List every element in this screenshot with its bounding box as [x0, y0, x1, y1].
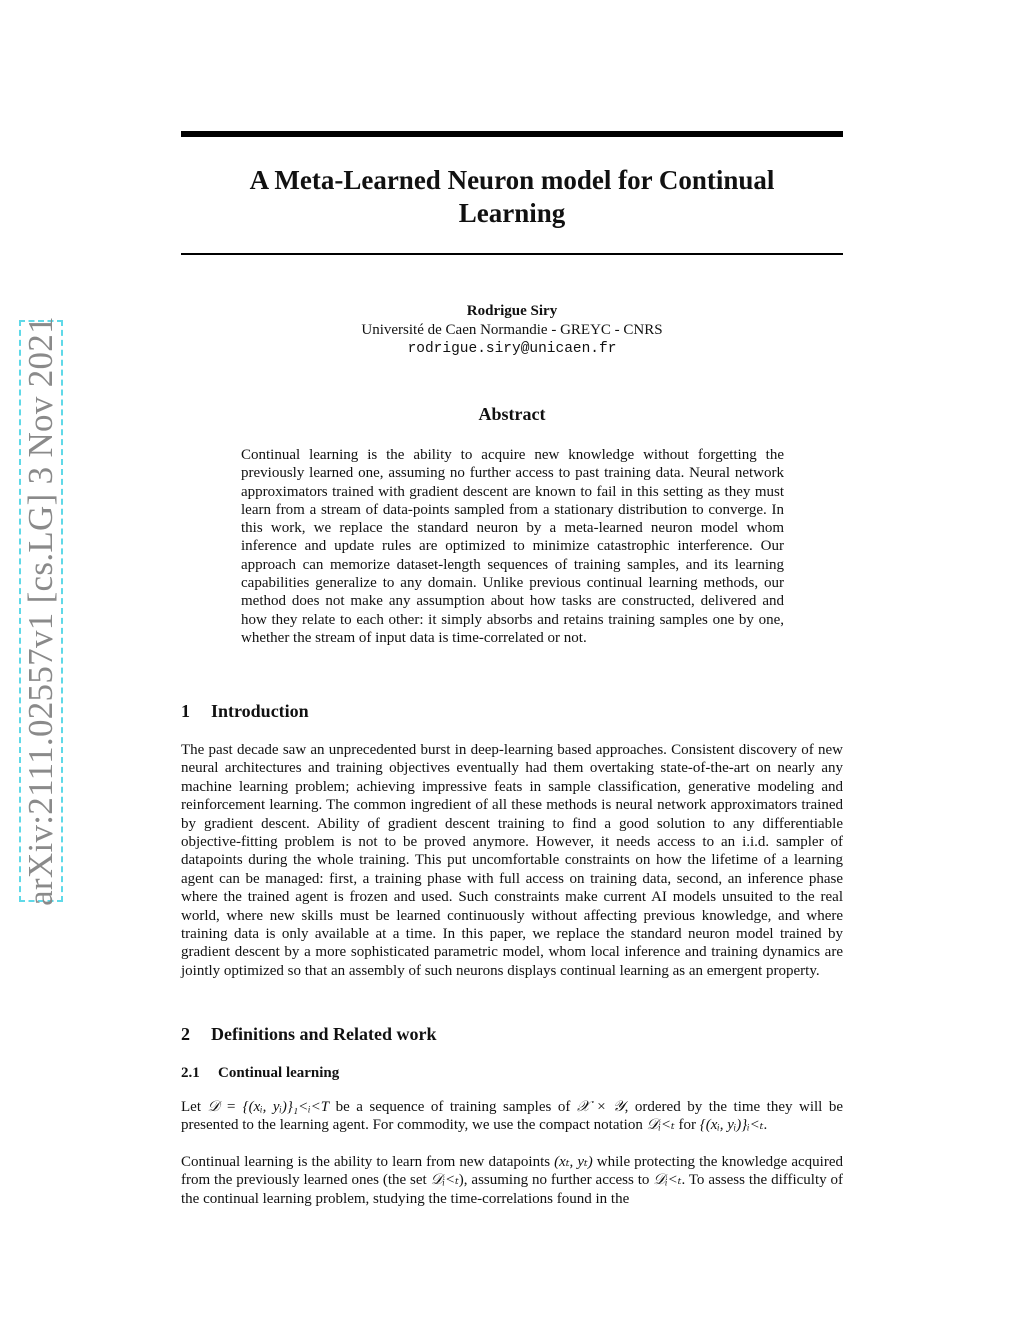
text-run: . To assess the difficulty of the continual learning problem, studying the time-correlations found in the — [181, 1172, 843, 1207]
section-2-heading — [181, 1024, 437, 1045]
author-affiliation: Université de Caen Normandie - GREYC - CNRS — [361, 322, 663, 338]
math-compact-notation: 𝒟ᵢ<ₜ — [646, 1117, 675, 1134]
abstract-text: Continual learning is the ability to acquire new knowledge without forgetting the previously learned one, assuming no further access to past training data. Neural network approximators trained with gradient descent are known to fail in this setting as they must learn from a stream of data-points sampled from a stationary distribution to converge. In this work, we replace the standard neuron by a meta-learned neuron model whom inference and update rules are optimized to minimize catastrophic interference. Our approach can memorize dataset-length sequences of training samples, and its learning capabilities generalize to any domain. Unlike previous continual learning methods, our method does not make any assumption about how tasks are constructed, delivered and how they relate to each other: it simply absorbs and retains training samples one by one, whether the stream of input data is time-correlated or not. — [241, 447, 784, 646]
text-run: ), assuming no further access to — [458, 1172, 654, 1189]
continual-learning-paragraph-1 — [181, 1098, 843, 1135]
math-sample-set: {(xᵢ, yᵢ)}ᵢ<ₜ — [699, 1117, 764, 1134]
paper-title — [181, 164, 843, 230]
title-bottom-rule — [181, 253, 843, 255]
section-title: Introduction — [211, 701, 309, 721]
text-run: . — [763, 1117, 768, 1134]
section-1-heading — [181, 701, 309, 722]
author-name: Rodrigue Siry — [466, 303, 558, 319]
introduction-paragraph: The past decade saw an unprecedented burst in deep-learning based approaches. Consistent discovery of new neural architectures and training objectives eventually had them overtaking state-of-the-art on nearly any machine learning problem; achieving impressive feats in sample classification, generative modeling and reinforcement learning. The common ingredient of all these methods is neural network approximators trained by gradient descent. Ability of gradient descent training to find a good solution to any differentiable objective-fitting problem is not to be proved anymore. However, it needs access to an i.i.d. sampler of datapoints during the whole training. This put uncomfortable constraints on how the lifetime of a learning agent can be managed: first, a training phase with full access on training data, second, an inference phase where the trained agent is frozen and used. Such constraints make current AI models unsuited to the real world, where new skills must be learned continuously without affecting previous knowledge, and where training data is only available at a time. In this paper, we replace the standard neuron model trained by gradient descent by a more sophisticated parametric model, whom local inference and training dynamics are jointly optimized so that an assembly of such neurons displays continual learning as an emergent property. — [181, 742, 843, 979]
math-dataset-definition: 𝒟 = {(xᵢ, yᵢ)}₁<ᵢ<T — [207, 1099, 330, 1115]
text-run: Let — [181, 1099, 208, 1115]
section-number: 1 — [181, 701, 190, 721]
title-line-2: Learning — [458, 198, 566, 228]
title-line-1: A Meta-Learned Neuron model for Continual — [249, 165, 775, 195]
arxiv-stamp: arXiv:2111.02557v1 [cs.LG] 3 Nov 2021 — [21, 316, 60, 906]
section-number: 2 — [181, 1024, 190, 1044]
abstract-heading: Abstract — [478, 404, 546, 424]
title-top-rule — [181, 131, 843, 137]
text-run: for — [674, 1117, 700, 1134]
math-new-datapoint: (xₜ, yₜ) — [554, 1154, 593, 1170]
subsection-number: 2.1 — [181, 1065, 200, 1081]
subsection-title: Continual learning — [218, 1065, 340, 1081]
math-input-output-space: 𝒳 × 𝒴 — [576, 1099, 625, 1115]
math-previous-set: 𝒟ᵢ<ₜ — [430, 1172, 459, 1189]
author-email: rodrigue.siry@unicaen.fr — [407, 341, 617, 357]
text-run: Continual learning is the ability to learn from new datapoints — [181, 1154, 555, 1170]
continual-learning-paragraph-2 — [181, 1153, 843, 1208]
text-run: while protecting the knowledge acquired from the previously learned ones (the set — [181, 1154, 843, 1189]
author-block — [181, 302, 843, 359]
section-title: Definitions and Related work — [211, 1024, 437, 1044]
text-run: be a sequence of training samples of — [329, 1099, 577, 1115]
text-run: , ordered by the time they will be presented to the learning agent. For commodity, we use the compact notation — [181, 1099, 843, 1134]
math-previous-set: 𝒟ᵢ<ₜ — [653, 1172, 682, 1189]
subsection-2-1-heading — [181, 1065, 339, 1082]
